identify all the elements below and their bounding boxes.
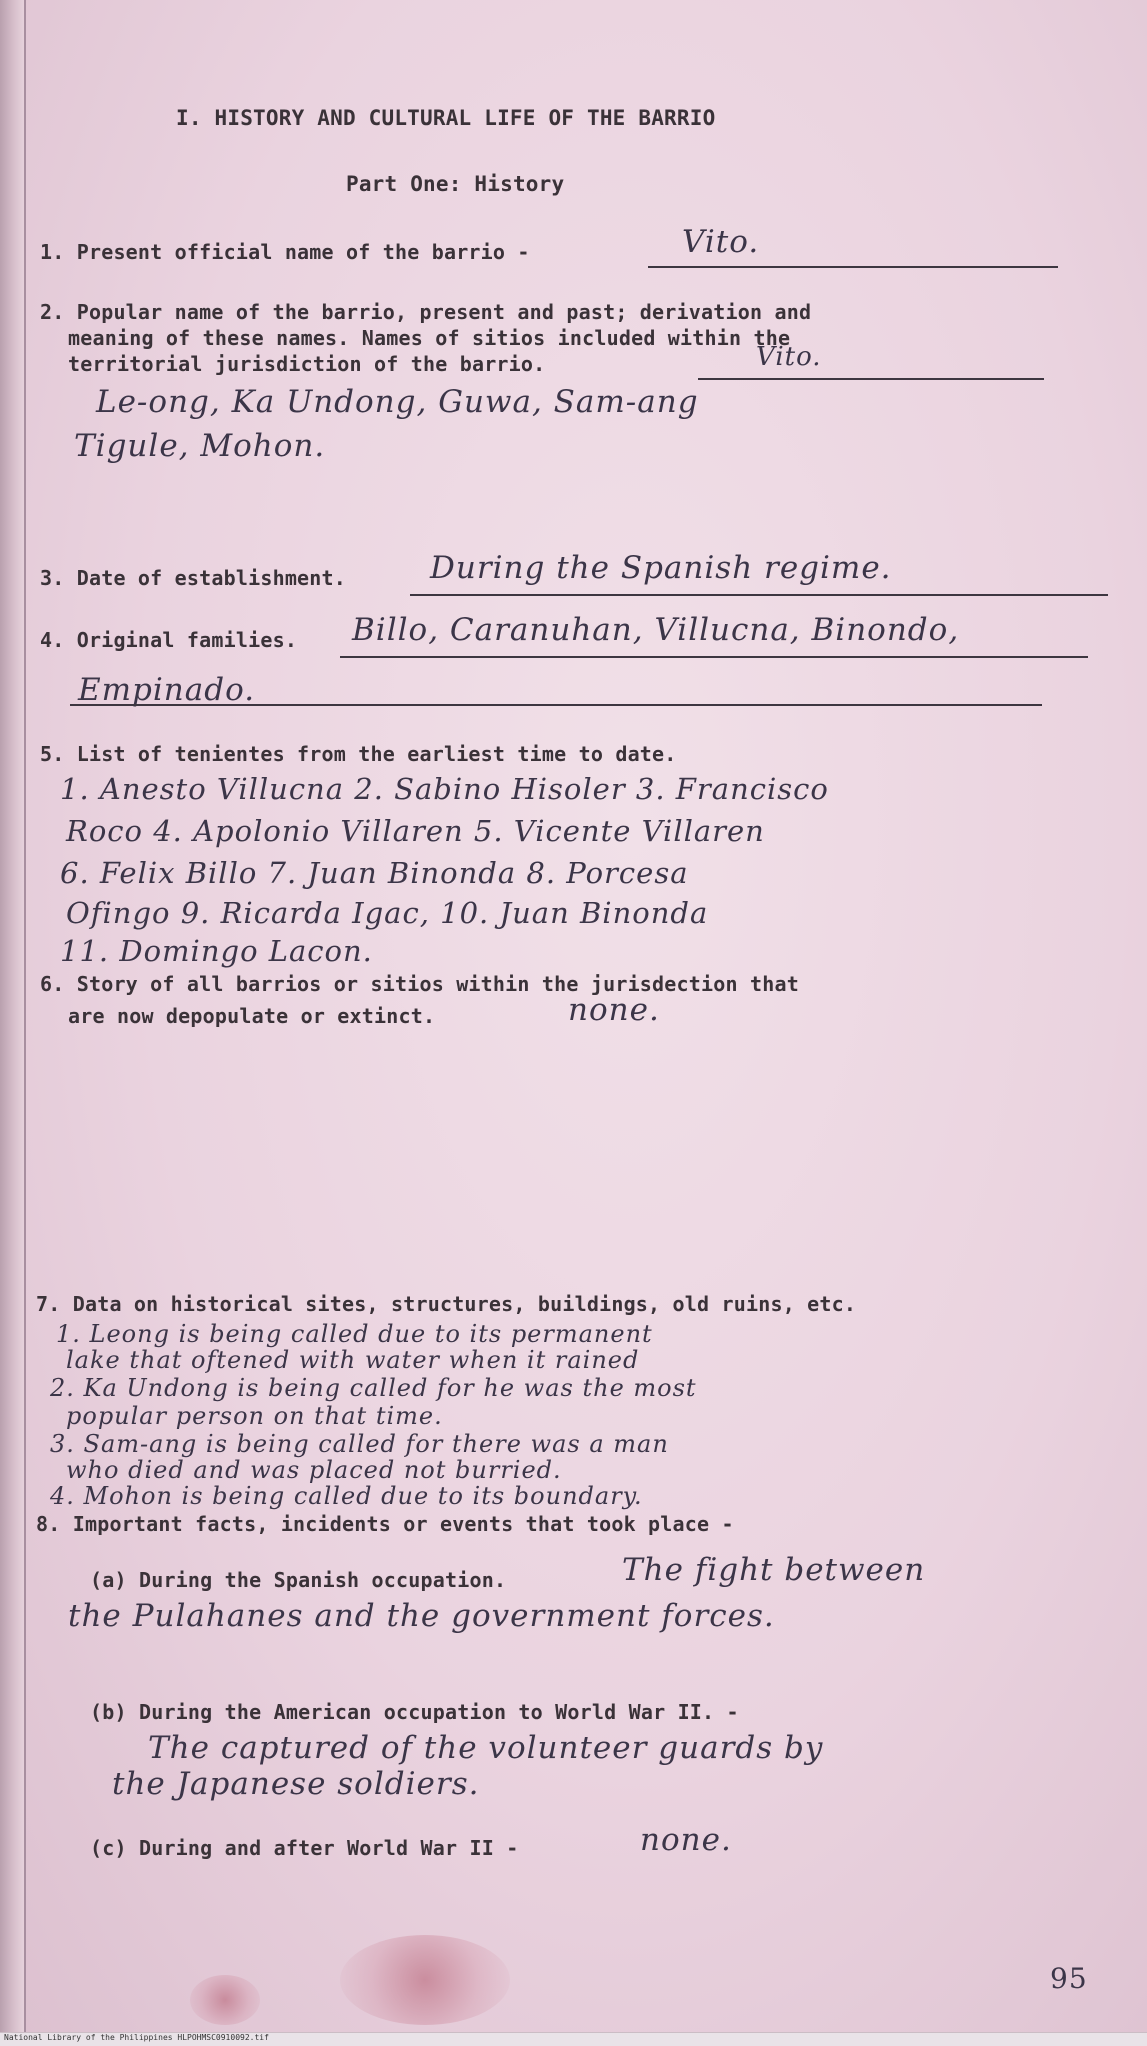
question-7-answer-line-5: 3. Sam-ang is being called for there was a man [50,1430,669,1458]
question-6-answer: none. [568,992,660,1028]
question-4-label: 4. Original families. [40,628,298,652]
answer-line [698,378,1044,380]
question-7-answer-line-6: who died and was placed not burried. [66,1456,562,1484]
question-7-answer-line-3: 2. Ka Undong is being called for he was the most [50,1374,697,1402]
answer-line [410,594,1108,596]
question-8c-answer: none. [640,1822,732,1858]
question-2-line-3: territorial jurisdiction of the barrio. [68,352,546,376]
question-8a-answer-line-1: The fight between [622,1552,926,1588]
question-7-answer-line-7: 4. Mohon is being called due to its boundary. [50,1482,643,1510]
page-number: 95 [1050,1962,1088,1995]
question-8a-answer-line-2: the Pulahanes and the government forces. [68,1598,775,1634]
page-heading: I. HISTORY AND CULTURAL LIFE OF THE BARRIO [176,106,716,130]
question-4-answer-line-2: Empinado. [78,672,256,708]
question-5-answer-line-1: 1. Anesto Villucna 2. Sabino Hisoler 3. Francisco [60,772,829,806]
question-2-answer-line-1: Le-ong, Ka Undong, Guwa, Sam-ang [96,384,699,420]
question-1-label: 1. Present official name of the barrio - [40,240,530,264]
binding-edge [24,0,26,2045]
question-8-label: 8. Important facts, incidents or events that took place - [36,1512,734,1536]
question-7-label: 7. Data on historical sites, structures, buildings, old ruins, etc. [36,1292,857,1316]
question-7-answer-line-2: lake that oftened with water when it rained [66,1346,640,1374]
answer-line [648,266,1058,268]
question-4-answer-line-1: Billo, Caranuhan, Villucna, Binondo, [352,612,960,648]
question-8b-label: (b) During the American occupation to World War II. - [90,1700,739,1724]
question-1-answer: Vito. [682,224,760,260]
answer-line [340,656,1088,658]
question-5-answer-line-4: Ofingo 9. Ricarda Igac, 10. Juan Binonda [66,896,709,930]
question-3-answer: During the Spanish regime. [430,550,892,586]
stain-mark [190,1975,260,2025]
page-subheading: Part One: History [346,172,565,196]
question-5-label: 5. List of tenientes from the earliest time to date. [40,742,677,766]
question-8c-label: (c) During and after World War II - [90,1836,519,1860]
question-8a-label: (a) During the Spanish occupation. [90,1568,507,1592]
question-6-line-2: are now depopulate or extinct. [68,1004,436,1028]
question-8b-answer-line-1: The captured of the volunteer guards by [148,1730,824,1766]
footer-text: National Library of the Philippines HLPOHMSC0910092.tif [4,2033,269,2042]
question-5-answer-line-5: 11. Domingo Lacon. [60,934,373,968]
question-8b-answer-line-2: the Japanese soldiers. [112,1766,480,1802]
answer-line [70,704,1042,706]
question-7-answer-line-1: 1. Leong is being called due to its permanent [56,1320,653,1348]
question-6-line-1: 6. Story of all barrios or sitios within the jurisdection that [40,972,799,996]
question-5-answer-line-2: Roco 4. Apolonio Villaren 5. Vicente Villaren [66,814,765,848]
question-7-answer-line-4: popular person on that time. [66,1402,443,1430]
book-binding [0,0,24,2045]
question-2-answer-line-2: Tigule, Mohon. [74,428,326,464]
question-2-line-1: 2. Popular name of the barrio, present and past; derivation and [40,300,812,324]
stain-mark [340,1935,510,2025]
question-2-inline-answer: Vito. [756,342,822,372]
question-3-label: 3. Date of establishment. [40,566,347,590]
question-5-answer-line-3: 6. Felix Billo 7. Juan Binonda 8. Porcesa [60,856,689,890]
question-2-line-2: meaning of these names. Names of sitios included within the [68,326,791,350]
